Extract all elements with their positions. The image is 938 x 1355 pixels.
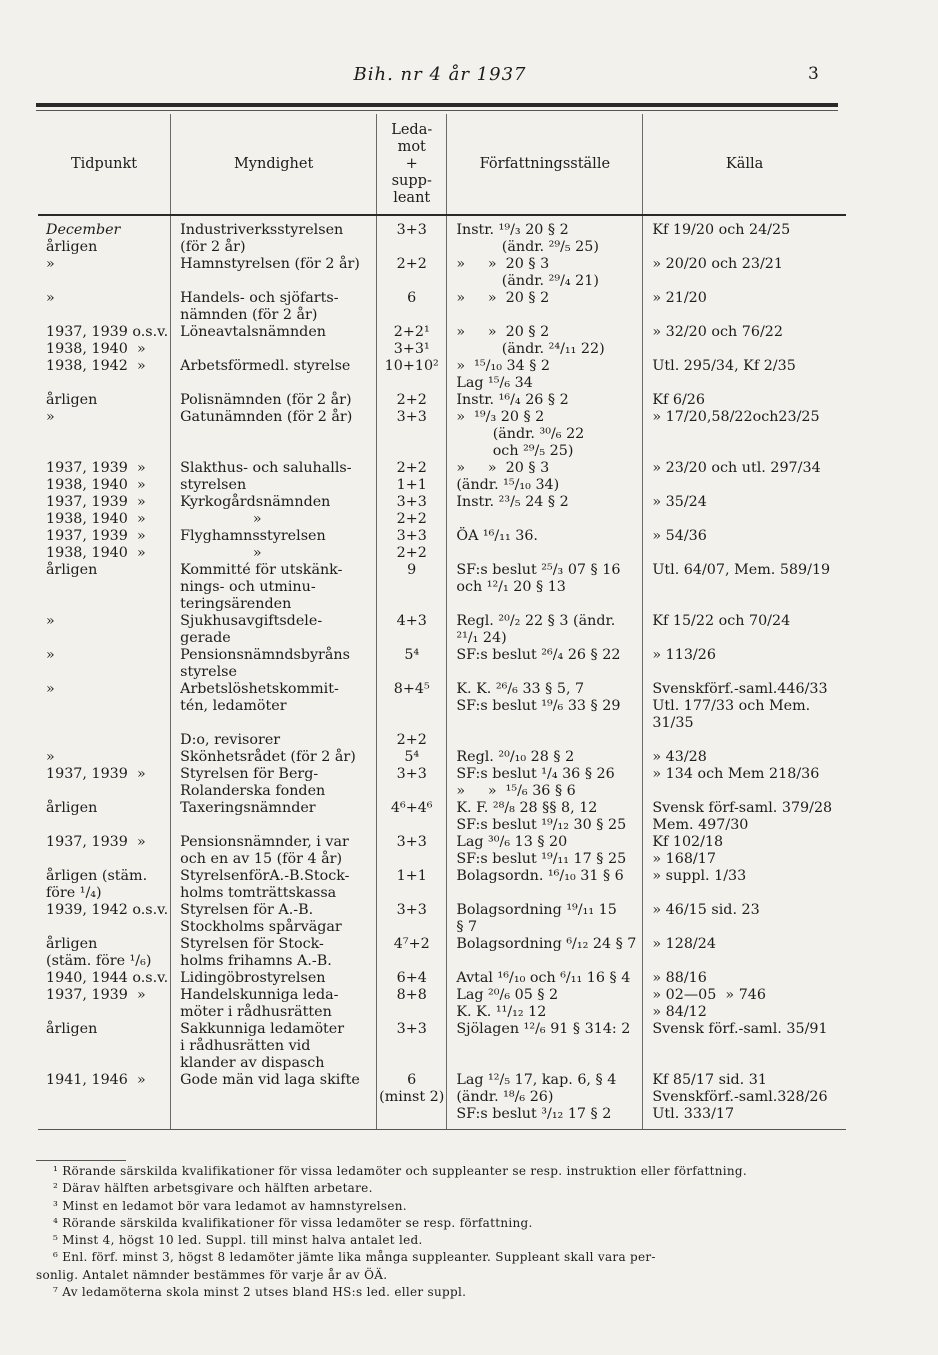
footnote-rule xyxy=(36,1160,126,1161)
source-cell-text: Utl. 295/34, Kf 2/35 xyxy=(652,358,796,374)
column-header-authority: Myndighet xyxy=(171,114,377,215)
source-cell-text: Svensk förf-saml. 379/28 Mem. 497/30 xyxy=(652,800,833,833)
members-cell xyxy=(377,562,447,613)
source-cell xyxy=(643,494,846,528)
members-cell-text: 3+3 xyxy=(396,409,427,425)
statute-cell xyxy=(447,868,643,902)
time-cell xyxy=(38,902,171,936)
table-header-row xyxy=(38,114,846,215)
statute-cell-text: » ¹⁹/₃ 20 § 2 (ändr. ³⁰/₆ 22 och ²⁹/₅ 25) xyxy=(456,409,585,459)
source-cell-text: » 54/36 xyxy=(652,528,707,544)
members-cell-text: 8+4⁵ 2+2 xyxy=(393,681,430,748)
members-cell xyxy=(377,494,447,528)
source-cell-text: » 113/26 xyxy=(652,647,716,663)
source-cell xyxy=(643,460,846,494)
statute-cell xyxy=(447,324,643,358)
statute-cell xyxy=(447,1021,643,1072)
statute-cell-text: Instr. ¹⁶/₄ 26 § 2 xyxy=(456,392,569,408)
statute-cell xyxy=(447,494,643,528)
table-row xyxy=(38,834,846,868)
members-cell-text: 4+3 xyxy=(396,613,427,629)
time-cell-text: 1940, 1944 o.s.v. xyxy=(46,970,169,986)
members-cell-text: 10+10² xyxy=(384,358,439,374)
authority-cell xyxy=(171,681,377,749)
members-cell xyxy=(377,1021,447,1072)
members-cell xyxy=(377,358,447,392)
authority-cell-text: Pensionsnämndsbyråns styrelse xyxy=(180,647,350,680)
authority-cell xyxy=(171,256,377,290)
source-cell xyxy=(643,1072,846,1130)
time-cell-text: 1937, 1939 » 1938, 1940 » xyxy=(46,528,146,561)
time-cell-text: » xyxy=(46,409,55,425)
source-cell xyxy=(643,936,846,970)
time-cell xyxy=(38,409,171,460)
time-cell xyxy=(38,987,171,1021)
footnote: ⁵ Minst 4, högst 10 led. Suppl. till minst halva antalet led. xyxy=(53,1233,423,1248)
members-cell xyxy=(377,647,447,681)
members-cell-text: 2+2 xyxy=(396,256,427,272)
time-cell xyxy=(38,562,171,613)
source-cell xyxy=(643,290,846,324)
members-cell-text: 2+2 1+1 xyxy=(396,460,427,493)
time-cell-text: » xyxy=(46,613,55,629)
source-cell xyxy=(643,392,846,409)
footnote: ¹ Rörande särskilda kvalifikationer för vissa ledamöter och suppleanter se resp. instruktion eller författning. xyxy=(53,1164,748,1178)
time-cell xyxy=(38,800,171,834)
source-cell xyxy=(643,987,846,1021)
statute-cell-text: Lag ³⁰/₆ 13 § 20 SF:s beslut ¹⁹/₁₁ 17 § 25 xyxy=(456,834,627,867)
time-cell-text: 1937, 1939 » 1938, 1940 » xyxy=(46,460,146,493)
time-cell-text: 1941, 1946 » xyxy=(46,1072,146,1088)
footnote: ² Därav hälften arbetsgivare och hälften arbetare. xyxy=(53,1181,373,1196)
members-cell-text: 8+8 xyxy=(396,987,427,1003)
statute-cell xyxy=(447,290,643,324)
statute-cell-text: Lag ²⁰/₆ 05 § 2 K. K. ¹¹/₁₂ 12 xyxy=(456,987,559,1020)
time-cell xyxy=(38,392,171,409)
authority-cell-text: Pensionsnämnder, i var och en av 15 (för 4 år) xyxy=(180,834,349,867)
time-cell-text: » xyxy=(46,290,55,306)
statute-cell xyxy=(447,936,643,970)
header-rule-thin xyxy=(36,110,838,111)
members-cell xyxy=(377,868,447,902)
statute-cell xyxy=(447,613,643,647)
authority-cell xyxy=(171,613,377,647)
members-cell-text: 3+3 2+2 xyxy=(396,528,427,561)
table-row xyxy=(38,970,846,987)
authority-cell-text: Slakthus- och saluhalls- styrelsen xyxy=(180,460,352,493)
authority-cell xyxy=(171,562,377,613)
authority-cell-text: Hamnstyrelsen (för 2 år) xyxy=(180,256,360,272)
time-cell xyxy=(38,681,171,749)
authority-cell-text: Handelskunniga leda- möter i rådhusrätten xyxy=(180,987,339,1020)
authority-cell-text: Industriverksstyrelsen (för 2 år) xyxy=(180,222,344,255)
source-cell-text: Utl. 64/07, Mem. 589/19 xyxy=(652,562,831,578)
authority-cell-text: Löneavtalsnämnden xyxy=(180,324,326,340)
authority-cell-text: Arbetslöshetskommit- tén, ledamöter D:o, revisorer xyxy=(180,681,339,748)
statute-cell-text: » » 20 § 3 (ändr. ²⁹/₄ 21) xyxy=(456,256,599,289)
source-cell-text: Kf 85/17 sid. 31 Svenskförf.-saml.328/26 Utl. 333/17 xyxy=(652,1072,828,1122)
table-row xyxy=(38,528,846,562)
source-cell-text: Kf 6/26 xyxy=(652,392,705,408)
source-cell-text: » 20/20 och 23/21 xyxy=(652,256,783,272)
time-cell xyxy=(38,494,171,528)
authority-cell xyxy=(171,392,377,409)
table-row xyxy=(38,290,846,324)
authority-cell xyxy=(171,987,377,1021)
column-header-source: Källa xyxy=(643,114,846,215)
source-cell xyxy=(643,834,846,868)
time-cell xyxy=(38,936,171,970)
members-cell xyxy=(377,460,447,494)
members-cell xyxy=(377,409,447,460)
source-cell-text: » 17/20,58/22och23/25 xyxy=(652,409,820,425)
members-cell-text: 5⁴ 3+3 xyxy=(396,749,427,782)
source-cell-text: » 35/24 xyxy=(652,494,707,510)
members-cell-text: 5⁴ xyxy=(404,647,420,663)
time-cell-text: » xyxy=(46,256,55,272)
members-cell xyxy=(377,800,447,834)
source-cell xyxy=(643,358,846,392)
source-cell-text: Kf 102/18 » 168/17 xyxy=(652,834,724,867)
members-cell xyxy=(377,681,447,749)
time-cell-text: årligen xyxy=(46,1021,98,1037)
page-header xyxy=(0,64,938,88)
authority-cell-text: Styrelsen för A.-B. Stockholms spårvägar xyxy=(180,902,342,935)
time-cell-text: årligen (stäm. före ¹/₆) xyxy=(46,936,152,969)
table-row xyxy=(38,460,846,494)
authority-cell xyxy=(171,1072,377,1130)
time-cell-text: 1938, 1942 » xyxy=(46,358,146,374)
table-row xyxy=(38,1072,846,1130)
members-cell-text: 3+3 xyxy=(396,1021,427,1037)
members-cell xyxy=(377,987,447,1021)
table-body xyxy=(38,215,846,1130)
members-cell xyxy=(377,324,447,358)
statute-cell xyxy=(447,528,643,562)
source-cell-text: » 21/20 xyxy=(652,290,707,306)
members-cell-text: 3+3 xyxy=(396,834,427,850)
page-number: 3 xyxy=(808,64,819,84)
members-cell xyxy=(377,1072,447,1130)
table-row xyxy=(38,647,846,681)
table-row xyxy=(38,749,846,800)
time-cell xyxy=(38,460,171,494)
statute-cell-text: Instr. ¹⁹/₃ 20 § 2 (ändr. ²⁹/₅ 25) xyxy=(456,222,599,255)
members-cell-text: 2+2¹ 3+3¹ xyxy=(393,324,430,357)
footnotes xyxy=(36,1163,840,1301)
statute-cell xyxy=(447,902,643,936)
time-cell-text: årligen xyxy=(46,239,98,255)
table-row xyxy=(38,256,846,290)
table-row xyxy=(38,868,846,902)
authority-cell xyxy=(171,1021,377,1072)
authority-cell xyxy=(171,936,377,970)
time-cell xyxy=(38,358,171,392)
statute-cell-text: Regl. ²⁰/₂ 22 § 3 (ändr. ²¹/₁ 24) xyxy=(456,613,616,646)
statute-cell-text: » ¹⁵/₁₀ 34 § 2 Lag ¹⁵/₆ 34 xyxy=(456,358,550,391)
time-cell-text: » xyxy=(46,681,55,697)
table-row xyxy=(38,1021,846,1072)
source-cell-text: » suppl. 1/33 xyxy=(652,868,747,884)
time-cell xyxy=(38,324,171,358)
time-cell-text: årligen (stäm. före ¹/₄) xyxy=(46,868,148,901)
statute-cell xyxy=(447,358,643,392)
authority-cell xyxy=(171,215,377,256)
table-row xyxy=(38,324,846,358)
time-cell-text: 1937, 1939 » 1938, 1940 » xyxy=(46,494,146,527)
source-cell xyxy=(643,1021,846,1072)
source-cell xyxy=(643,409,846,460)
table-row xyxy=(38,987,846,1021)
table-row xyxy=(38,936,846,970)
source-cell xyxy=(643,902,846,936)
section-label: December xyxy=(46,222,121,238)
source-cell-text: » 32/20 och 76/22 xyxy=(652,324,783,340)
table-row xyxy=(38,902,846,936)
statute-cell-text: » » 20 § 3 (ändr. ¹⁵/₁₀ 34) xyxy=(456,460,560,493)
statute-cell xyxy=(447,681,643,749)
source-cell-text: » 128/24 xyxy=(652,936,716,952)
authority-cell xyxy=(171,834,377,868)
authority-cell xyxy=(171,358,377,392)
column-header-members: Leda- mot + supp- leant xyxy=(377,114,447,215)
source-cell xyxy=(643,749,846,800)
time-cell-text: 1937, 1939 » xyxy=(46,834,146,850)
time-cell-text: årligen xyxy=(46,392,98,408)
time-cell xyxy=(38,834,171,868)
statute-cell xyxy=(447,647,643,681)
source-cell xyxy=(643,528,846,562)
statute-cell-text: SF:s beslut ²⁶/₄ 26 § 22 xyxy=(456,647,621,663)
time-cell xyxy=(38,215,171,256)
members-cell-text: 6+4 xyxy=(396,970,427,986)
time-cell xyxy=(38,868,171,902)
statute-cell-text: Avtal ¹⁶/₁₀ och ⁶/₁₁ 16 § 4 xyxy=(456,970,631,986)
statute-cell-text: Bolagsordning ⁶/₁₂ 24 § 7 xyxy=(456,936,637,952)
time-cell-text: årligen xyxy=(46,562,98,578)
statute-cell xyxy=(447,834,643,868)
footnote: ³ Minst en ledamot bör vara ledamot av hamnstyrelsen. xyxy=(53,1198,407,1213)
authority-cell-text: Polisnämnden (för 2 år) xyxy=(180,392,352,408)
time-cell-text: 1937, 1939 » xyxy=(46,987,146,1003)
footnote: ⁶ Enl. förf. minst 3, högst 8 ledamöter jämte lika många suppleanter. Suppleant skall vara per- xyxy=(53,1250,656,1265)
footnote: sonlig. Antalet nämnder bestämmes för varje år av ÖÄ. xyxy=(36,1267,388,1282)
appointments-table xyxy=(38,114,846,1130)
statute-cell xyxy=(447,1072,643,1130)
authority-cell xyxy=(171,800,377,834)
source-cell-text: » 23/20 och utl. 297/34 xyxy=(652,460,821,476)
time-cell xyxy=(38,256,171,290)
statute-cell xyxy=(447,409,643,460)
time-cell-text: » 1937, 1939 » xyxy=(46,749,146,782)
authority-cell xyxy=(171,494,377,528)
authority-cell-text: Gode män vid laga skifte xyxy=(180,1072,360,1088)
time-cell xyxy=(38,290,171,324)
authority-cell xyxy=(171,290,377,324)
authority-cell xyxy=(171,749,377,800)
members-cell xyxy=(377,936,447,970)
time-cell xyxy=(38,528,171,562)
authority-cell xyxy=(171,647,377,681)
authority-cell xyxy=(171,970,377,987)
statute-cell xyxy=(447,392,643,409)
source-cell-text: Svenskförf.-saml.446/33 Utl. 177/33 och Mem. 31/35 xyxy=(652,681,828,731)
members-cell xyxy=(377,902,447,936)
source-cell-text: Kf 19/20 och 24/25 xyxy=(652,222,791,238)
table-row xyxy=(38,358,846,392)
source-cell xyxy=(643,256,846,290)
members-cell xyxy=(377,256,447,290)
source-cell-text: » 88/16 xyxy=(652,970,707,986)
members-cell xyxy=(377,215,447,256)
source-cell xyxy=(643,613,846,647)
time-cell xyxy=(38,1021,171,1072)
statute-cell-text: Lag ¹²/₅ 17, kap. 6, § 4 (ändr. ¹⁸/₆ 26) SF:s beslut ³/₁₂ 17 § 2 xyxy=(456,1072,617,1122)
statute-cell-text: Bolagsordning ¹⁹/₁₁ 15 § 7 xyxy=(456,902,617,935)
authority-cell-text: Handels- och sjöfarts- nämnden (för 2 år) xyxy=(180,290,339,323)
members-cell-text: 6 xyxy=(407,290,417,306)
statute-cell-text: Bolagsordn. ¹⁶/₁₀ 31 § 6 xyxy=(456,868,624,884)
source-cell-text: » 43/28 » 134 och Mem 218/36 xyxy=(652,749,820,782)
column-header-time: Tidpunkt xyxy=(38,114,171,215)
members-cell-text: 3+3 2+2 xyxy=(396,494,427,527)
members-cell xyxy=(377,834,447,868)
source-cell xyxy=(643,647,846,681)
table-row xyxy=(38,562,846,613)
table-row xyxy=(38,392,846,409)
authority-cell-text: Arbetsförmedl. styrelse xyxy=(180,358,351,374)
members-cell xyxy=(377,970,447,987)
running-title: Bih. nr 4 år 1937 xyxy=(353,64,527,85)
statute-cell-text: ÖA ¹⁶/₁₁ 36. xyxy=(456,528,538,544)
authority-cell-text: Kommitté för utskänk- nings- och utminu- teringsärenden xyxy=(180,562,343,612)
time-cell xyxy=(38,613,171,647)
source-cell-text: » 02—05 » 746 » 84/12 xyxy=(652,987,766,1020)
source-cell-text: Svensk förf.-saml. 35/91 xyxy=(652,1021,828,1037)
source-cell-text: Kf 15/22 och 70/24 xyxy=(652,613,791,629)
statute-cell-text: » » 20 § 2 (ändr. ²⁴/₁₁ 22) xyxy=(456,324,605,357)
members-cell xyxy=(377,749,447,800)
members-cell-text: 6 (minst 2) xyxy=(379,1072,445,1105)
time-cell xyxy=(38,647,171,681)
members-cell-text: 4⁷+2 xyxy=(393,936,430,952)
members-cell xyxy=(377,290,447,324)
members-cell xyxy=(377,613,447,647)
time-cell-text: 1937, 1939 o.s.v. 1938, 1940 » xyxy=(46,324,169,357)
members-cell-text: 9 xyxy=(407,562,417,578)
footnote: ⁷ Av ledamöterna skola minst 2 utses bland HS:s led. eller suppl. xyxy=(53,1285,467,1300)
source-cell-text: » 46/15 sid. 23 xyxy=(652,902,760,918)
authority-cell-text: Flyghamnsstyrelsen » xyxy=(180,528,326,561)
authority-cell-text: Kyrkogårdsnämnden » xyxy=(180,494,331,527)
source-cell xyxy=(643,324,846,358)
authority-cell-text: Sakkunniga ledamöter i rådhusrätten vid klander av dispasch xyxy=(180,1021,345,1071)
members-cell-text: 1+1 xyxy=(396,868,427,884)
statute-cell xyxy=(447,800,643,834)
source-cell xyxy=(643,562,846,613)
statute-cell-text: Sjölagen ¹²/₆ 91 § 314: 2 xyxy=(456,1021,631,1037)
header-rule xyxy=(36,103,838,107)
time-cell xyxy=(38,749,171,800)
authority-cell xyxy=(171,528,377,562)
authority-cell-text: Lidingöbrostyrelsen xyxy=(180,970,326,986)
authority-cell-text: Taxeringsnämnder xyxy=(180,800,316,816)
source-cell xyxy=(643,868,846,902)
statute-cell xyxy=(447,987,643,1021)
statute-cell xyxy=(447,562,643,613)
statute-cell xyxy=(447,970,643,987)
source-cell xyxy=(643,970,846,987)
authority-cell-text: Gatunämnden (för 2 år) xyxy=(180,409,353,425)
members-cell-text: 3+3 xyxy=(396,902,427,918)
authority-cell xyxy=(171,409,377,460)
table-row xyxy=(38,409,846,460)
statute-cell-text: K. F. ²⁸/₈ 28 §§ 8, 12 SF:s beslut ¹⁹/₁₂ 30 § 25 xyxy=(456,800,627,833)
authority-cell xyxy=(171,460,377,494)
statute-cell-text: K. K. ²⁶/₆ 33 § 5, 7 SF:s beslut ¹⁹/₆ 33 § 29 xyxy=(456,681,621,714)
statute-cell-text: Instr. ²³/₅ 24 § 2 xyxy=(456,494,569,510)
time-cell xyxy=(38,1072,171,1130)
authority-cell-text: StyrelsenförA.-B.Stock- holms tomträttskassa xyxy=(180,868,350,901)
table-row xyxy=(38,215,846,256)
authority-cell-text: Sjukhusavgiftsdele- gerade xyxy=(180,613,323,646)
column-header-statute: Författningsställe xyxy=(447,114,643,215)
authority-cell-text: Skönhetsrådet (för 2 år) Styrelsen för Berg- Rolanderska fonden xyxy=(180,749,356,799)
table-row xyxy=(38,681,846,749)
members-cell-text: 2+2 xyxy=(396,392,427,408)
source-cell xyxy=(643,681,846,749)
statute-cell xyxy=(447,215,643,256)
statute-cell xyxy=(447,256,643,290)
members-cell-text: 4⁶+4⁶ xyxy=(390,800,433,816)
statute-cell-text: SF:s beslut ²⁵/₃ 07 § 16 och ¹²/₁ 20 § 13 xyxy=(456,562,621,595)
members-cell xyxy=(377,528,447,562)
statute-cell xyxy=(447,460,643,494)
time-cell-text: årligen xyxy=(46,800,98,816)
table-row xyxy=(38,800,846,834)
table-row xyxy=(38,613,846,647)
footnote: ⁴ Rörande särskilda kvalifikationer för vissa ledamöter se resp. författning. xyxy=(53,1215,533,1230)
members-cell-text: 3+3 xyxy=(396,222,427,238)
authority-cell xyxy=(171,868,377,902)
statute-cell-text: Regl. ²⁰/₁₀ 28 § 2 SF:s beslut ¹/₄ 36 § 26 » » ¹⁵/₆ 36 § 6 xyxy=(456,749,615,799)
statute-cell-text: » » 20 § 2 xyxy=(456,290,550,306)
time-cell xyxy=(38,970,171,987)
table-row xyxy=(38,494,846,528)
time-cell-text: 1939, 1942 o.s.v. xyxy=(46,902,169,918)
authority-cell xyxy=(171,902,377,936)
source-cell xyxy=(643,215,846,256)
members-cell xyxy=(377,392,447,409)
time-cell-text: » xyxy=(46,647,55,663)
source-cell xyxy=(643,800,846,834)
authority-cell xyxy=(171,324,377,358)
statute-cell xyxy=(447,749,643,800)
authority-cell-text: Styrelsen för Stock- holms frihamns A.-B. xyxy=(180,936,332,969)
